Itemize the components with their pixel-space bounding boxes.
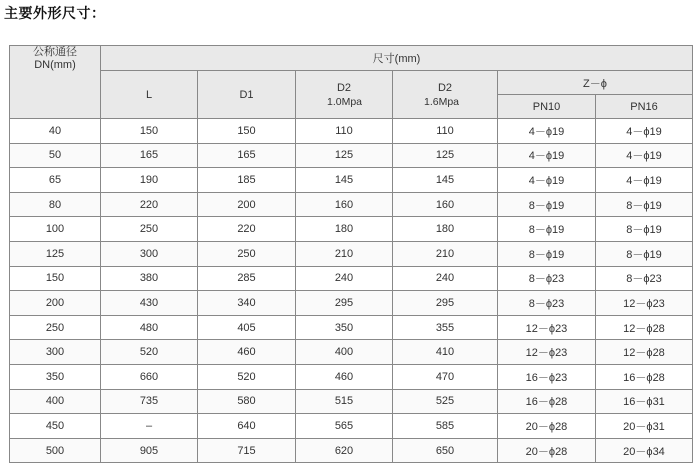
- cell-nominal-diameter: 65: [10, 168, 101, 193]
- cell-pn10: 8－ϕ23: [498, 291, 596, 316]
- cell-d2-1-6mpa: 240: [393, 266, 498, 291]
- cell-d1: 200: [198, 192, 296, 217]
- cell-d1: 340: [198, 291, 296, 316]
- cell-d2-1-0mpa: 160: [296, 192, 393, 217]
- header-d2-1-6mpa-label: D2: [437, 81, 453, 94]
- cell-pn16: 12－ϕ28: [596, 340, 693, 365]
- table-row: [10, 143, 693, 168]
- header-d2-1-0mpa-label: D2: [336, 81, 352, 94]
- cell-nominal-diameter: 80: [10, 192, 101, 217]
- cell-d2-1-0mpa: 110: [296, 119, 393, 144]
- cell-nominal-diameter: 300: [10, 340, 101, 365]
- cell-nominal-diameter: 125: [10, 241, 101, 266]
- table-row: [10, 414, 693, 439]
- cell-pn16: 8－ϕ23: [596, 266, 693, 291]
- header-d2-1-6mpa-note: 1.6Mpa: [424, 95, 460, 108]
- cell-d2-1-0mpa: 240: [296, 266, 393, 291]
- cell-l: 430: [101, 291, 198, 316]
- table-row: [10, 241, 693, 266]
- cell-l: 735: [101, 389, 198, 414]
- cell-nominal-diameter: 500: [10, 438, 101, 463]
- cell-d2-1-6mpa: 585: [393, 414, 498, 439]
- cell-d2-1-0mpa: 620: [296, 438, 393, 463]
- cell-l: 480: [101, 315, 198, 340]
- table-body: [10, 119, 693, 463]
- cell-pn10: 4－ϕ19: [498, 168, 596, 193]
- cell-d1: 405: [198, 315, 296, 340]
- cell-pn10: 4－ϕ19: [498, 143, 596, 168]
- cell-nominal-diameter: 100: [10, 217, 101, 242]
- cell-d2-1-6mpa: 125: [393, 143, 498, 168]
- header-nominal-diameter-label: 公称通径: [33, 46, 77, 58]
- cell-l: –: [101, 414, 198, 439]
- cell-l: 660: [101, 364, 198, 389]
- cell-pn16: 8－ϕ19: [596, 241, 693, 266]
- table-row: [10, 217, 693, 242]
- cell-d2-1-0mpa: 180: [296, 217, 393, 242]
- cell-pn16: 4－ϕ19: [596, 143, 693, 168]
- cell-pn10: 16－ϕ23: [498, 364, 596, 389]
- table-row: [10, 119, 693, 144]
- cell-d2-1-6mpa: 160: [393, 192, 498, 217]
- cell-d1: 715: [198, 438, 296, 463]
- cell-pn16: 16－ϕ31: [596, 389, 693, 414]
- cell-d2-1-0mpa: 210: [296, 241, 393, 266]
- header-z-phi: Z－ϕ: [498, 71, 693, 95]
- table-row: [10, 291, 693, 316]
- cell-nominal-diameter: 40: [10, 119, 101, 144]
- cell-d2-1-0mpa: 400: [296, 340, 393, 365]
- cell-l: 300: [101, 241, 198, 266]
- cell-d1: 250: [198, 241, 296, 266]
- document-title: 主要外形尺寸：: [4, 6, 106, 22]
- cell-nominal-diameter: 200: [10, 291, 101, 316]
- header-nominal-diameter: [10, 46, 101, 119]
- header-pn10: PN10: [498, 95, 596, 119]
- cell-d2-1-0mpa: 125: [296, 143, 393, 168]
- cell-pn10: 8－ϕ23: [498, 266, 596, 291]
- cell-d1: 285: [198, 266, 296, 291]
- cell-nominal-diameter: 350: [10, 364, 101, 389]
- cell-l: 380: [101, 266, 198, 291]
- cell-d2-1-6mpa: 650: [393, 438, 498, 463]
- cell-d1: 580: [198, 389, 296, 414]
- header-d1: D1: [198, 71, 296, 119]
- cell-nominal-diameter: 250: [10, 315, 101, 340]
- cell-pn10: 8－ϕ19: [498, 217, 596, 242]
- cell-d2-1-0mpa: 350: [296, 315, 393, 340]
- table-row: [10, 340, 693, 365]
- cell-d1: 165: [198, 143, 296, 168]
- dimensions-table: [9, 45, 693, 463]
- cell-l: 905: [101, 438, 198, 463]
- cell-pn16: 4－ϕ19: [596, 168, 693, 193]
- table-row: [10, 192, 693, 217]
- cell-d2-1-0mpa: 295: [296, 291, 393, 316]
- cell-pn10: 16－ϕ28: [498, 389, 596, 414]
- header-d2-1-6mpa: [393, 71, 498, 119]
- cell-d2-1-6mpa: 355: [393, 315, 498, 340]
- cell-d2-1-0mpa: 460: [296, 364, 393, 389]
- table-row: [10, 315, 693, 340]
- cell-pn10: 20－ϕ28: [498, 438, 596, 463]
- cell-l: 220: [101, 192, 198, 217]
- cell-d2-1-6mpa: 210: [393, 241, 498, 266]
- cell-pn10: 12－ϕ23: [498, 315, 596, 340]
- header-dimension: 尺寸(mm): [101, 46, 693, 71]
- cell-d1: 150: [198, 119, 296, 144]
- header-l: L: [101, 71, 198, 119]
- cell-d2-1-6mpa: 295: [393, 291, 498, 316]
- cell-d1: 520: [198, 364, 296, 389]
- cell-nominal-diameter: 150: [10, 266, 101, 291]
- cell-pn10: 20－ϕ28: [498, 414, 596, 439]
- cell-d1: 460: [198, 340, 296, 365]
- header-nominal-diameter-unit: DN(mm): [34, 59, 76, 71]
- cell-d2-1-6mpa: 110: [393, 119, 498, 144]
- cell-pn16: 20－ϕ31: [596, 414, 693, 439]
- cell-pn16: 12－ϕ23: [596, 291, 693, 316]
- table-row: [10, 364, 693, 389]
- cell-pn10: 8－ϕ19: [498, 192, 596, 217]
- cell-l: 190: [101, 168, 198, 193]
- table-row: [10, 438, 693, 463]
- cell-l: 165: [101, 143, 198, 168]
- header-d2-1-0mpa: [296, 71, 393, 119]
- cell-d2-1-6mpa: 525: [393, 389, 498, 414]
- cell-pn10: 8－ϕ19: [498, 241, 596, 266]
- cell-pn16: 8－ϕ19: [596, 217, 693, 242]
- cell-d2-1-0mpa: 515: [296, 389, 393, 414]
- table-header: [10, 46, 693, 119]
- cell-d2-1-0mpa: 565: [296, 414, 393, 439]
- cell-d1: 185: [198, 168, 296, 193]
- cell-l: 250: [101, 217, 198, 242]
- header-d2-1-0mpa-note: 1.0Mpa: [327, 95, 363, 108]
- cell-pn16: 20－ϕ34: [596, 438, 693, 463]
- cell-d2-1-6mpa: 470: [393, 364, 498, 389]
- cell-pn16: 8－ϕ19: [596, 192, 693, 217]
- cell-l: 150: [101, 119, 198, 144]
- cell-pn16: 12－ϕ28: [596, 315, 693, 340]
- cell-pn10: 12－ϕ23: [498, 340, 596, 365]
- cell-d2-1-6mpa: 180: [393, 217, 498, 242]
- cell-d2-1-6mpa: 145: [393, 168, 498, 193]
- cell-d1: 220: [198, 217, 296, 242]
- cell-pn16: 16－ϕ28: [596, 364, 693, 389]
- table-row: [10, 389, 693, 414]
- cell-l: 520: [101, 340, 198, 365]
- cell-pn10: 4－ϕ19: [498, 119, 596, 144]
- header-pn16: PN16: [596, 95, 693, 119]
- cell-d2-1-0mpa: 145: [296, 168, 393, 193]
- cell-d1: 640: [198, 414, 296, 439]
- table-row: [10, 168, 693, 193]
- cell-nominal-diameter: 450: [10, 414, 101, 439]
- cell-nominal-diameter: 400: [10, 389, 101, 414]
- cell-nominal-diameter: 50: [10, 143, 101, 168]
- cell-d2-1-6mpa: 410: [393, 340, 498, 365]
- cell-pn16: 4－ϕ19: [596, 119, 693, 144]
- table-row: [10, 266, 693, 291]
